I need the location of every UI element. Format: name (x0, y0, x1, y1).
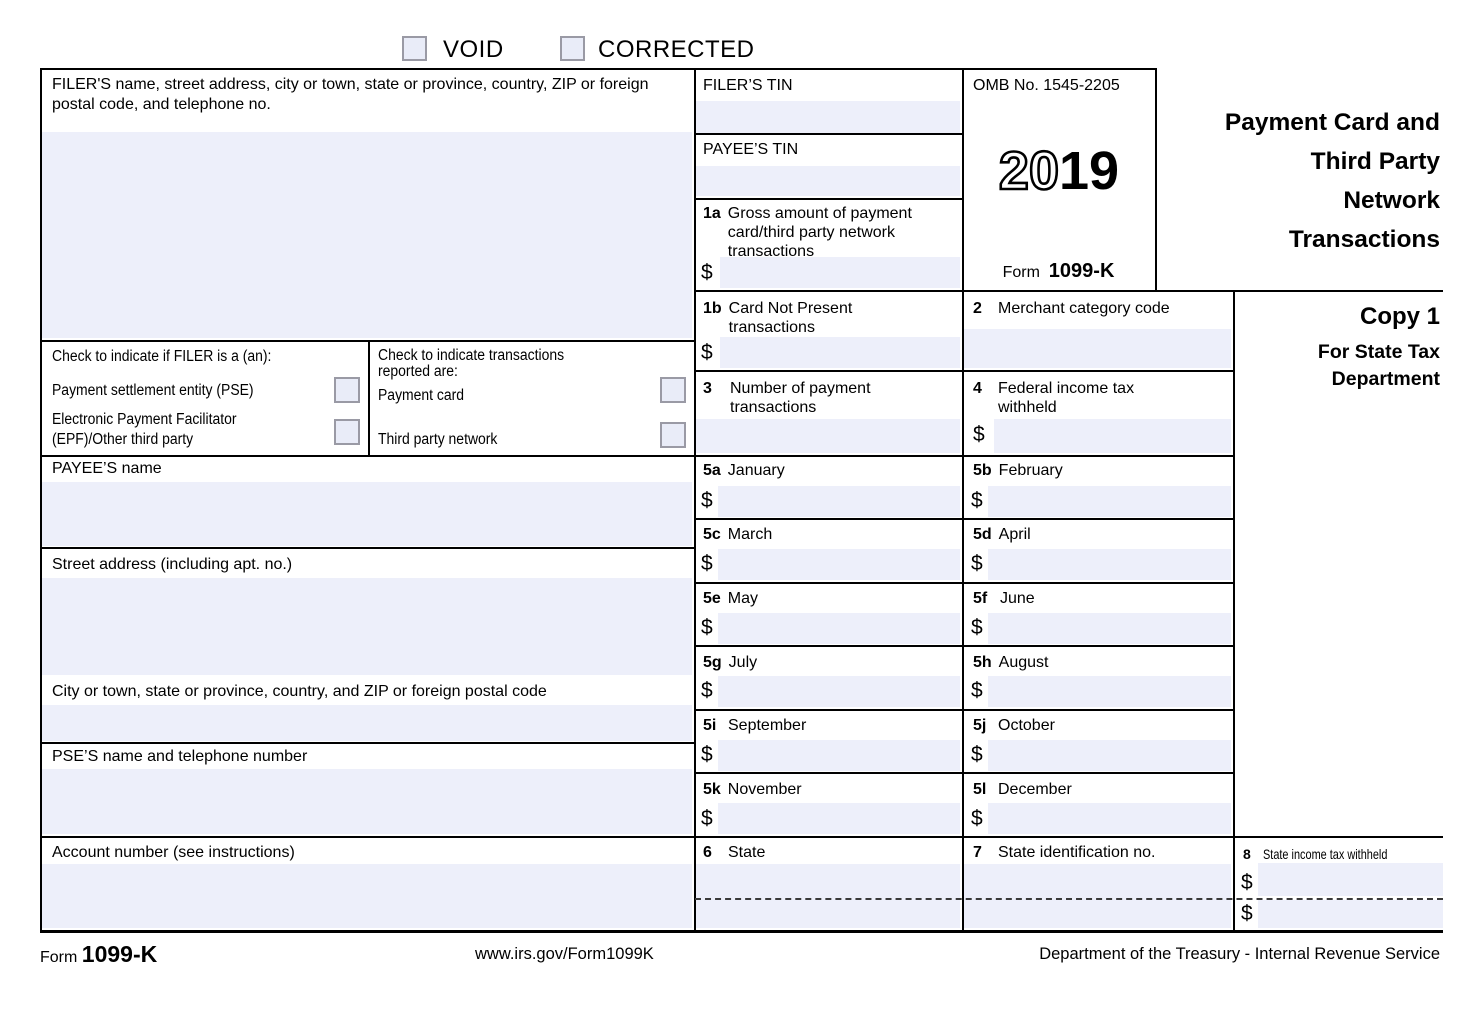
line-under-filer-tin (694, 133, 962, 135)
box-5i-label: 5i September (703, 717, 807, 734)
box-1b-label: 1b Card Not Present transactions (703, 300, 853, 336)
pse-name-input[interactable] (42, 769, 692, 834)
box-5k-label: 5k November (703, 781, 802, 798)
line-under-payee-tin (694, 198, 962, 200)
divider-check-section (368, 340, 370, 455)
check-filer-heading: Check to indicate if FILER is a (an): (52, 348, 272, 365)
box-1a-label: 1a Gross amount of payment card/third party network transactions (703, 205, 912, 260)
third-party-checkbox[interactable] (660, 422, 686, 448)
border-left (40, 68, 42, 933)
box-2-input[interactable] (964, 329, 1231, 368)
box-7-stateid-input[interactable] (964, 864, 1231, 928)
box-4-label: 4 Federal income tax withheld (973, 380, 1135, 416)
filer-address-label: FILER'S name, street address, city or town, state or province, country, ZIP or foreign postal code, and telephone no. (52, 76, 649, 113)
line-under-1a (694, 290, 1443, 292)
form-number-box: Form 1099-K (1002, 260, 1115, 282)
box-5l-label: 5l December (973, 781, 1072, 798)
check-epf-label-line2: (EPF)/Other third party (52, 431, 194, 448)
month-jan-input[interactable] (718, 486, 960, 517)
box-5e-label: 5e May (703, 590, 759, 607)
box-5c-label: 5c March (703, 526, 773, 543)
box-5h-dollar: $ (971, 679, 983, 702)
border-top (40, 68, 1155, 70)
box-5c-dollar: $ (701, 552, 713, 575)
month-jun-input[interactable] (988, 613, 1231, 644)
check-payment-card-label: Payment card (378, 387, 465, 404)
box-5b-dollar: $ (971, 489, 983, 512)
account-number-label: Account number (see instructions) (52, 844, 295, 861)
box-5l-dollar: $ (971, 807, 983, 830)
divider-col-2 (962, 68, 964, 932)
box-5b-label: 5b February (973, 462, 1063, 479)
payment-card-checkbox[interactable] (660, 377, 686, 403)
box-8-amount-input-2[interactable] (1258, 900, 1443, 928)
check-epf-label-line1: Electronic Payment Facilitator (52, 411, 237, 428)
box-5a-dollar: $ (701, 489, 713, 512)
omb-label: OMB No. 1545-2205 (973, 77, 1120, 94)
filer-tin-label: FILER’S TIN (703, 77, 793, 94)
street-address-input[interactable] (42, 578, 692, 675)
box-5i-dollar: $ (701, 743, 713, 766)
box-6-state-input[interactable] (696, 864, 960, 928)
month-aug-input[interactable] (988, 676, 1231, 707)
check-trans-heading-line2: reported are: (378, 363, 458, 380)
footer-url[interactable]: www.irs.gov/Form1099K (475, 945, 654, 963)
void-label: VOID (443, 36, 504, 63)
box-3-input[interactable] (696, 419, 960, 453)
line-under-payee-name (40, 547, 694, 549)
line-top-pse-row (40, 742, 694, 744)
box-8-amount-input-1[interactable] (1258, 863, 1443, 896)
corrected-checkbox[interactable] (560, 36, 585, 61)
check-pse-label: Payment settlement entity (PSE) (52, 382, 254, 399)
box-6-label: 6 State (703, 844, 766, 861)
payee-name-input[interactable] (42, 482, 692, 546)
account-number-input[interactable] (42, 864, 692, 928)
month-feb-input[interactable] (988, 486, 1231, 517)
box-5d-label: 5d April (973, 526, 1031, 543)
box-5e-dollar: $ (701, 616, 713, 639)
box-5f-dollar: $ (971, 616, 983, 639)
box-4-dollar: $ (973, 423, 985, 446)
check-trans-heading-line1: Check to indicate transactions (378, 347, 565, 364)
month-oct-input[interactable] (988, 740, 1231, 771)
divider-copy-column (1233, 290, 1235, 932)
line-top-check-section (40, 340, 694, 342)
epf-checkbox[interactable] (334, 419, 360, 445)
box-1b-amount-input[interactable] (720, 337, 960, 368)
box-8-dollar-1: $ (1241, 871, 1253, 894)
check-third-party-label: Third party network (378, 431, 498, 448)
box-8-label: 8 State income tax withheld (1243, 846, 1388, 862)
pse-name-label: PSE’S name and telephone number (52, 748, 308, 765)
box-5g-dollar: $ (701, 679, 713, 702)
box-5h-label: 5h August (973, 654, 1049, 671)
month-sep-input[interactable] (718, 740, 960, 771)
month-mar-input[interactable] (718, 549, 960, 580)
street-address-label: Street address (including apt. no.) (52, 556, 293, 573)
box-8-dollar-2: $ (1241, 902, 1253, 925)
dashed-state-divider (695, 898, 1443, 900)
payee-tin-input[interactable] (696, 166, 960, 196)
city-label: City or town, state or province, country, and ZIP or foreign postal code (52, 683, 547, 700)
divider-col-1 (694, 68, 696, 932)
city-input[interactable] (42, 705, 692, 741)
footer-department: Department of the Treasury - Internal Revenue Service (1039, 945, 1440, 963)
corrected-label: CORRECTED (598, 36, 755, 63)
divider-omb-right (1155, 68, 1157, 292)
month-apr-input[interactable] (988, 549, 1231, 580)
box-5f-label: 5f June (973, 590, 1035, 607)
month-nov-input[interactable] (718, 803, 960, 834)
box-5k-dollar: $ (701, 807, 713, 830)
box-5g-label: 5g July (703, 654, 758, 671)
box-1b-dollar: $ (701, 341, 713, 364)
box-3-label: 3 Number of payment transactions (703, 380, 871, 416)
month-dec-input[interactable] (988, 803, 1231, 834)
footer-form-number: Form 1099-K (40, 941, 158, 967)
box-1a-amount-input[interactable] (720, 257, 960, 288)
box-4-amount-input[interactable] (994, 419, 1231, 453)
payee-name-label: PAYEE’S name (52, 460, 162, 477)
filer-address-input[interactable] (42, 132, 692, 338)
box-5a-label: 5a January (703, 462, 785, 479)
form-title: Payment Card and Third Party Network Transactions (1224, 109, 1440, 253)
payee-tin-label: PAYEE’S TIN (703, 141, 799, 158)
box-5d-dollar: $ (971, 552, 983, 575)
tax-year: 2019 (998, 141, 1120, 201)
box-1a-dollar: $ (701, 261, 713, 284)
copy-designation: Copy 1 For State Tax Department (1317, 303, 1440, 390)
month-may-input[interactable] (718, 613, 960, 644)
filer-tin-input[interactable] (696, 101, 960, 133)
month-jul-input[interactable] (718, 676, 960, 707)
box-2-label: 2 Merchant category code (973, 300, 1170, 317)
box-7-label: 7 State identification no. (973, 844, 1156, 861)
void-checkbox[interactable] (402, 36, 427, 61)
pse-checkbox[interactable] (334, 377, 360, 403)
box-5j-label: 5j October (973, 717, 1055, 734)
line-under-check-section (40, 455, 1233, 457)
box-5j-dollar: $ (971, 743, 983, 766)
